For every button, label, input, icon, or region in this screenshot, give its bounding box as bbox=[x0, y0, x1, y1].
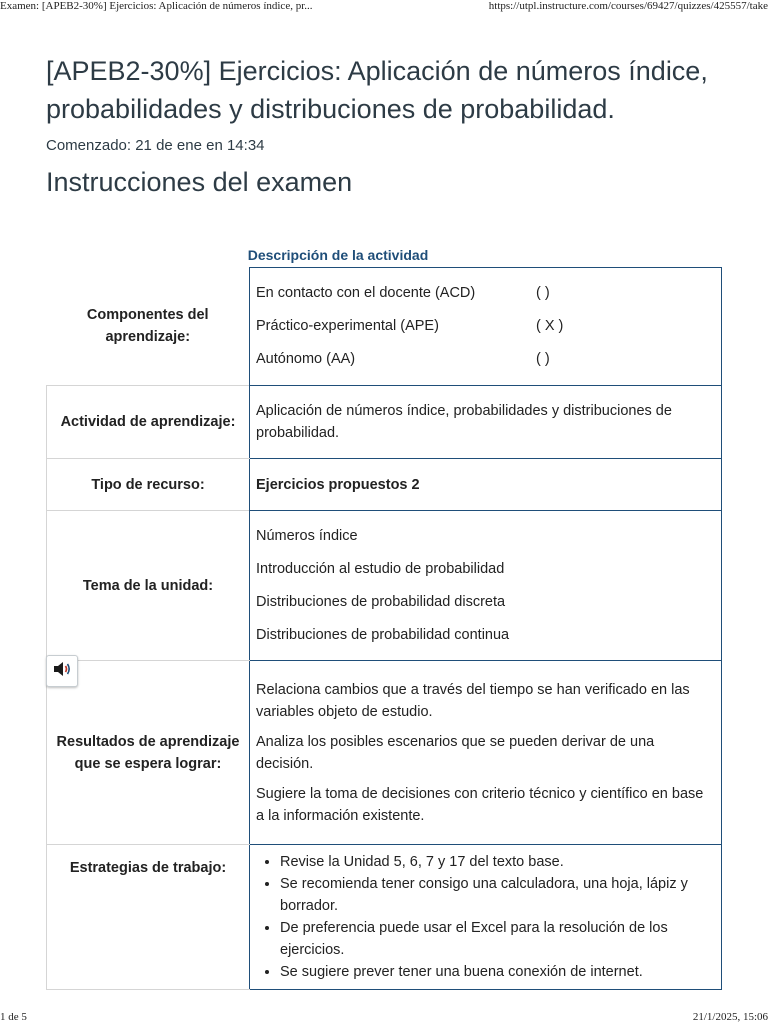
started-timestamp: Comenzado: 21 de ene en 14:34 bbox=[46, 137, 265, 154]
strategies-list bbox=[256, 851, 715, 983]
activity-description-table bbox=[46, 267, 722, 990]
outcomes-label: Resultados de aprendizaje que se espera lograr: bbox=[47, 661, 250, 845]
resource-label: Tipo de recurso: bbox=[47, 459, 250, 511]
topic-item: Números índice bbox=[256, 527, 358, 544]
table-row-resource bbox=[47, 459, 722, 511]
component-label: Práctico-experimental (APE) bbox=[256, 318, 439, 334]
activity-value: Aplicación de números índice, probabilidades y distribuciones de probabilidad. bbox=[250, 386, 722, 459]
read-aloud-button[interactable] bbox=[46, 655, 78, 687]
topic-value bbox=[250, 511, 722, 661]
components-value bbox=[250, 268, 722, 386]
component-item bbox=[256, 310, 715, 343]
print-date: 21/1/2025, 15:06 bbox=[692, 1011, 768, 1023]
table-row-strategies bbox=[47, 845, 722, 990]
quiz-title: [APEB2-30%] Ejercicios: Aplicación de números índice, probabilidades y distribuciones de probabilidad. bbox=[46, 56, 708, 124]
topic-item: Introducción al estudio de probabilidad bbox=[256, 560, 505, 577]
list-item: • Revise la Unidad 5, 6, 7 y 17 del texto base. bbox=[280, 851, 715, 873]
component-item bbox=[256, 277, 715, 310]
component-label: En contacto con el docente (ACD) bbox=[256, 285, 476, 301]
description-caption: Descripción de la actividad bbox=[247, 247, 429, 263]
topic-item: Distribuciones de probabilidad continua bbox=[256, 626, 510, 643]
component-label: Autónomo (AA) bbox=[256, 351, 356, 367]
table-row-components bbox=[47, 268, 722, 386]
outcome-item: Sugiere la toma de decisiones con criterio técnico y científico en base a la información existente. bbox=[256, 785, 704, 824]
component-item bbox=[256, 343, 715, 376]
topic-label: Tema de la unidad: bbox=[47, 511, 250, 661]
speaker-icon bbox=[52, 660, 72, 683]
activity-label: Actividad de aprendizaje: bbox=[47, 386, 250, 459]
outcome-item: Analiza los posibles escenarios que se pueden derivar de una decisión. bbox=[256, 733, 655, 772]
print-header-title: Examen: [APEB2-30%] Ejercicios: Aplicación de números índice, pr... bbox=[0, 0, 313, 12]
print-header bbox=[0, 0, 768, 16]
table-row-outcomes bbox=[47, 661, 722, 845]
component-mark: ( ) bbox=[536, 351, 550, 367]
outcome-item: Relaciona cambios que a través del tiempo se han verificado en las variables objeto de estudio. bbox=[256, 681, 690, 720]
table-row-topic bbox=[47, 511, 722, 661]
page-counter: 1 de 5 bbox=[0, 1011, 27, 1023]
outcomes-value bbox=[250, 661, 722, 845]
instructions-heading: Instrucciones del examen bbox=[46, 167, 353, 197]
list-item: • De preferencia puede usar el Excel para la resolución de los ejercicios. bbox=[280, 917, 715, 961]
components-label: Componentes del aprendizaje: bbox=[86, 307, 209, 346]
print-header-url: https://utpl.instructure.com/courses/69427/quizzes/425557/take bbox=[488, 0, 768, 12]
quiz-content bbox=[46, 52, 726, 200]
strategies-label: Estrategias de trabajo: bbox=[47, 845, 250, 990]
component-mark: ( ) bbox=[536, 285, 550, 301]
list-item: • Se sugiere prever tener una buena conexión de internet. bbox=[280, 961, 715, 983]
strategies-value bbox=[250, 845, 722, 990]
component-mark: ( X ) bbox=[536, 318, 564, 334]
resource-value: Ejercicios propuestos 2 bbox=[250, 459, 722, 511]
print-footer bbox=[0, 1011, 768, 1025]
topic-item: Distribuciones de probabilidad discreta bbox=[256, 593, 506, 610]
list-item: • Se recomienda tener consigo una calculadora, una hoja, lápiz y borrador. bbox=[280, 873, 715, 917]
table-row-activity bbox=[47, 386, 722, 459]
